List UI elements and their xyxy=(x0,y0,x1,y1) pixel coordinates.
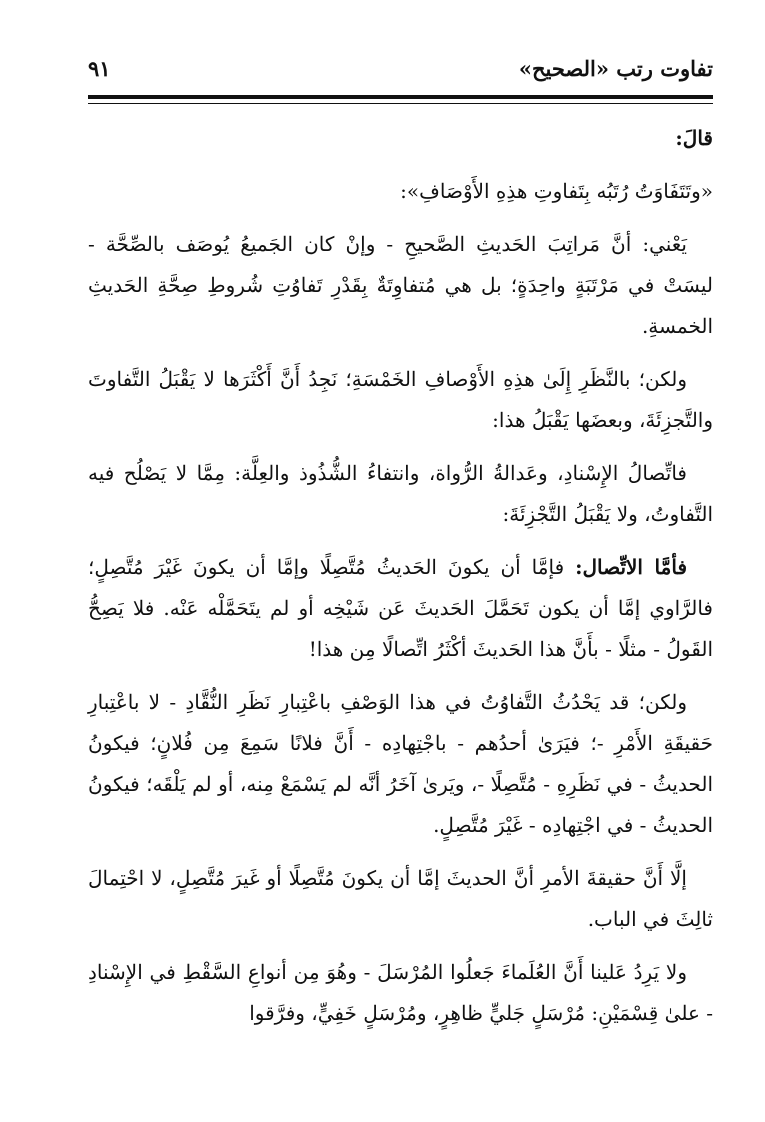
paragraph-4 xyxy=(88,547,713,670)
page-number: ٩١ xyxy=(88,56,111,81)
paragraph-5: ولكن؛ قد يَحْدُثُ التَّفاوُتُ في هذا الوَصْفِ باعْتِبارِ نَظَرِ النُّقَّادِ - لا باعْتِبارِ حَقيقَةِ الأَمْرِ -؛ فيَرَىٰ أحدُهم - باجْتِهادِه - أَنَّ فلانًا سَمِعَ مِن فُلانٍ؛ فيكونُ الحديثُ - في نَظَرِهِ - مُتَّصِلًا -، ويَرىٰ آخَرُ أنَّه لم يَسْمَعْ مِنه، أو لم يَلْقَه؛ فيكونُ الحديثُ - في اجْتِهادِه - غَيْرَ مُتَّصِلٍ. xyxy=(88,690,713,837)
qal-heading: قالَ: xyxy=(675,126,713,150)
page-body xyxy=(88,118,713,1046)
running-title: تفاوت رتب «الصحيح» xyxy=(518,56,713,81)
paragraph-4-text: فإمَّا أن يكونَ الحَديثُ مُتَّصِلًا وإمَّا أن يكونَ غَيْرَ مُتَّصِلٍ؛ فالرَّاوي إمَّا أن يكون تَحَمَّلَ الحَديثَ عَن شَيْخِه أو لم يتَحَمَّلْه عَنْه. فلا يَصِحُّ القَولُ - مثلًا - بأَنَّ هذا الحَديثَ أكْثَرُ اتِّصالًا مِن هذا! xyxy=(88,555,713,661)
paragraph-3: فاتِّصالُ الإِسْنادِ، وعَدالةُ الرُّواة، وانتفاءُ الشُّذُوذ والعِلَّة: مِمَّا لا يَصْلُح فيه التَّفاوتُ، ولا يَقْبَلُ التَّجْزِئَةَ: xyxy=(88,461,713,526)
paragraph-1: يَعْني: أنَّ مَراتِبَ الحَديثِ الصَّحيحِ - وإنْ كان الجَميعُ يُوصَف بالصِّحَّة - ليسَتْ في مَرْتَبَةٍ واحِدَةٍ؛ بل هي مُتفاوِتَةٌ بِقَدْرِ تَفاوُتِ شُروطِ صِحَّةِ الحَديثِ الخمسةِ. xyxy=(88,232,713,338)
paragraph-2: ولكن؛ بالنَّظَرِ إِلَىٰ هذِهِ الأَوْصافِ الخَمْسَةِ؛ نَجِدُ أَنَّ أَكْثَرَها لا يَقْبَلُ التَّفاوتَ والتَّجزِئَةَ، وبعضَها يَقْبَلُ هذا: xyxy=(88,367,713,432)
header-rule-thin xyxy=(88,103,713,104)
paragraph-7: ولا يَرِدُ عَلينا أَنَّ العُلَماءَ جَعلُوا المُرْسَلَ - وهُوَ مِن أنواعِ السَّقْطِ في الإِسْنادِ - علىٰ قِسْمَيْنِ: مُرْسَلٍ جَليٍّ ظاهِرٍ، ومُرْسَلٍ خَفِيٍّ، وفرَّقوا xyxy=(88,960,713,1025)
page-header xyxy=(88,56,713,94)
matn-quote: «وتَتَفَاوَتُ رُتَبُه بِتَفاوتِ هذِهِ الأَوْصَافِ»: xyxy=(400,179,713,203)
paragraph-6: إلَّا أَنَّ حقيقةَ الأمرِ أنَّ الحديثَ إمَّا أن يكونَ مُتَّصِلًا أو غَيرَ مُتَّصِلٍ، لا احْتِمالَ ثالِثَ في الباب. xyxy=(88,866,713,931)
header-rule-thick xyxy=(88,95,713,99)
ittisal-lead: فأمَّا الاتِّصال: xyxy=(575,555,688,579)
